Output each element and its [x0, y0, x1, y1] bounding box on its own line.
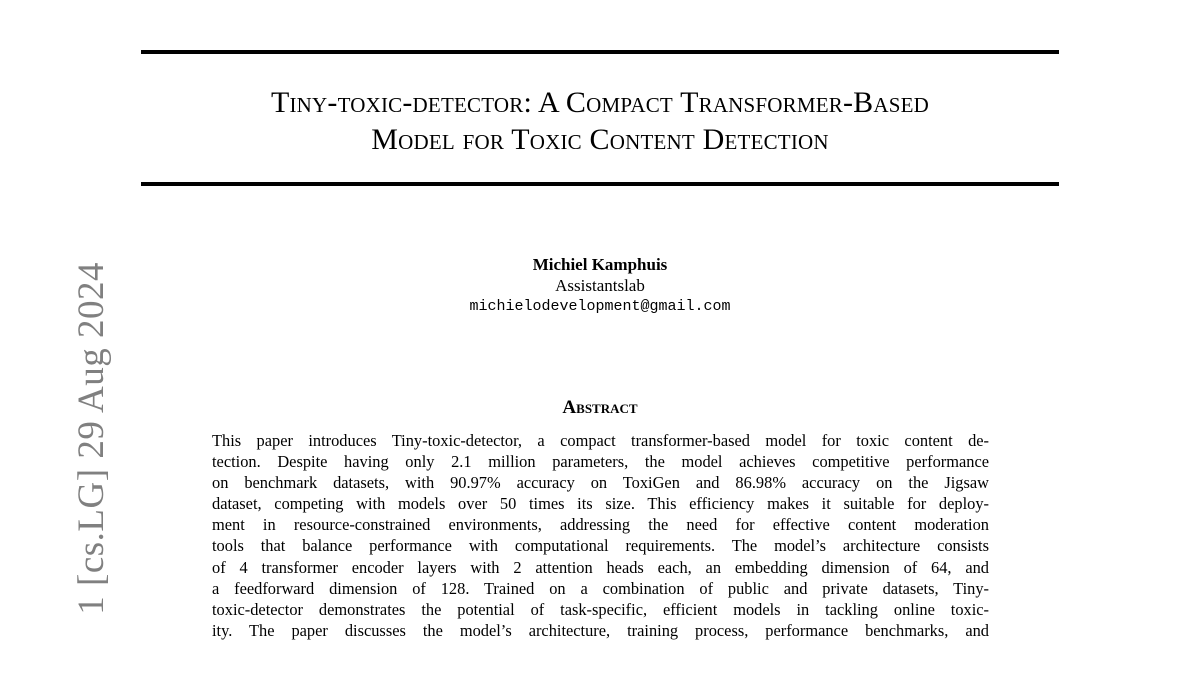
- author-block: [141, 254, 1059, 318]
- abstract-line: on benchmark datasets, with 90.97% accuracy on ToxiGen and 86.98% accuracy on the Jigsaw: [212, 473, 989, 493]
- abstract-line: tection. Despite having only 2.1 million parameters, the model achieves competitive performance: [212, 452, 989, 472]
- author-affiliation: Assistantslab: [555, 276, 645, 295]
- abstract-line: a feedforward dimension of 128. Trained on a combination of public and private datasets, Tiny-: [212, 578, 989, 598]
- author-name: Michiel Kamphuis: [532, 255, 668, 274]
- abstract-line: ity. The paper discusses the model’s architecture, training process, performance benchmarks, and: [212, 620, 989, 640]
- abstract-line: ment in resource-constrained environments, addressing the need for effective content moderation: [212, 515, 989, 535]
- author-email: michielodevelopment@gmail.com: [469, 298, 731, 315]
- abstract-line: of 4 transformer encoder layers with 2 attention heads each, an embedding dimension of 64, and: [212, 557, 989, 577]
- abstract-line: dataset, competing with models over 50 times its size. This efficiency makes it suitable for deploy-: [212, 494, 989, 514]
- paper-title-line-2: Model for Toxic Content Detection: [371, 123, 829, 156]
- title-bottom-rule: [141, 182, 1059, 186]
- abstract-line: This paper introduces Tiny-toxic-detector, a compact transformer-based model for toxic content de-: [212, 431, 989, 450]
- paper-title-line-1: Tiny-toxic-detector: A Compact Transformer-Based: [270, 86, 930, 119]
- arxiv-stamp-text: 1 [cs.LG] 29 Aug 2024: [71, 262, 112, 615]
- title-top-rule: [141, 50, 1059, 54]
- abstract-heading: Abstract: [562, 397, 638, 418]
- abstract-body: [212, 430, 989, 641]
- abstract-line: tools that balance performance with computational requirements. The model’s architecture consists: [212, 536, 989, 556]
- arxiv-side-stamp: [26, 262, 112, 682]
- abstract-line: toxic-detector demonstrates the potential of task-specific, efficient models in tackling online toxic-: [212, 599, 989, 619]
